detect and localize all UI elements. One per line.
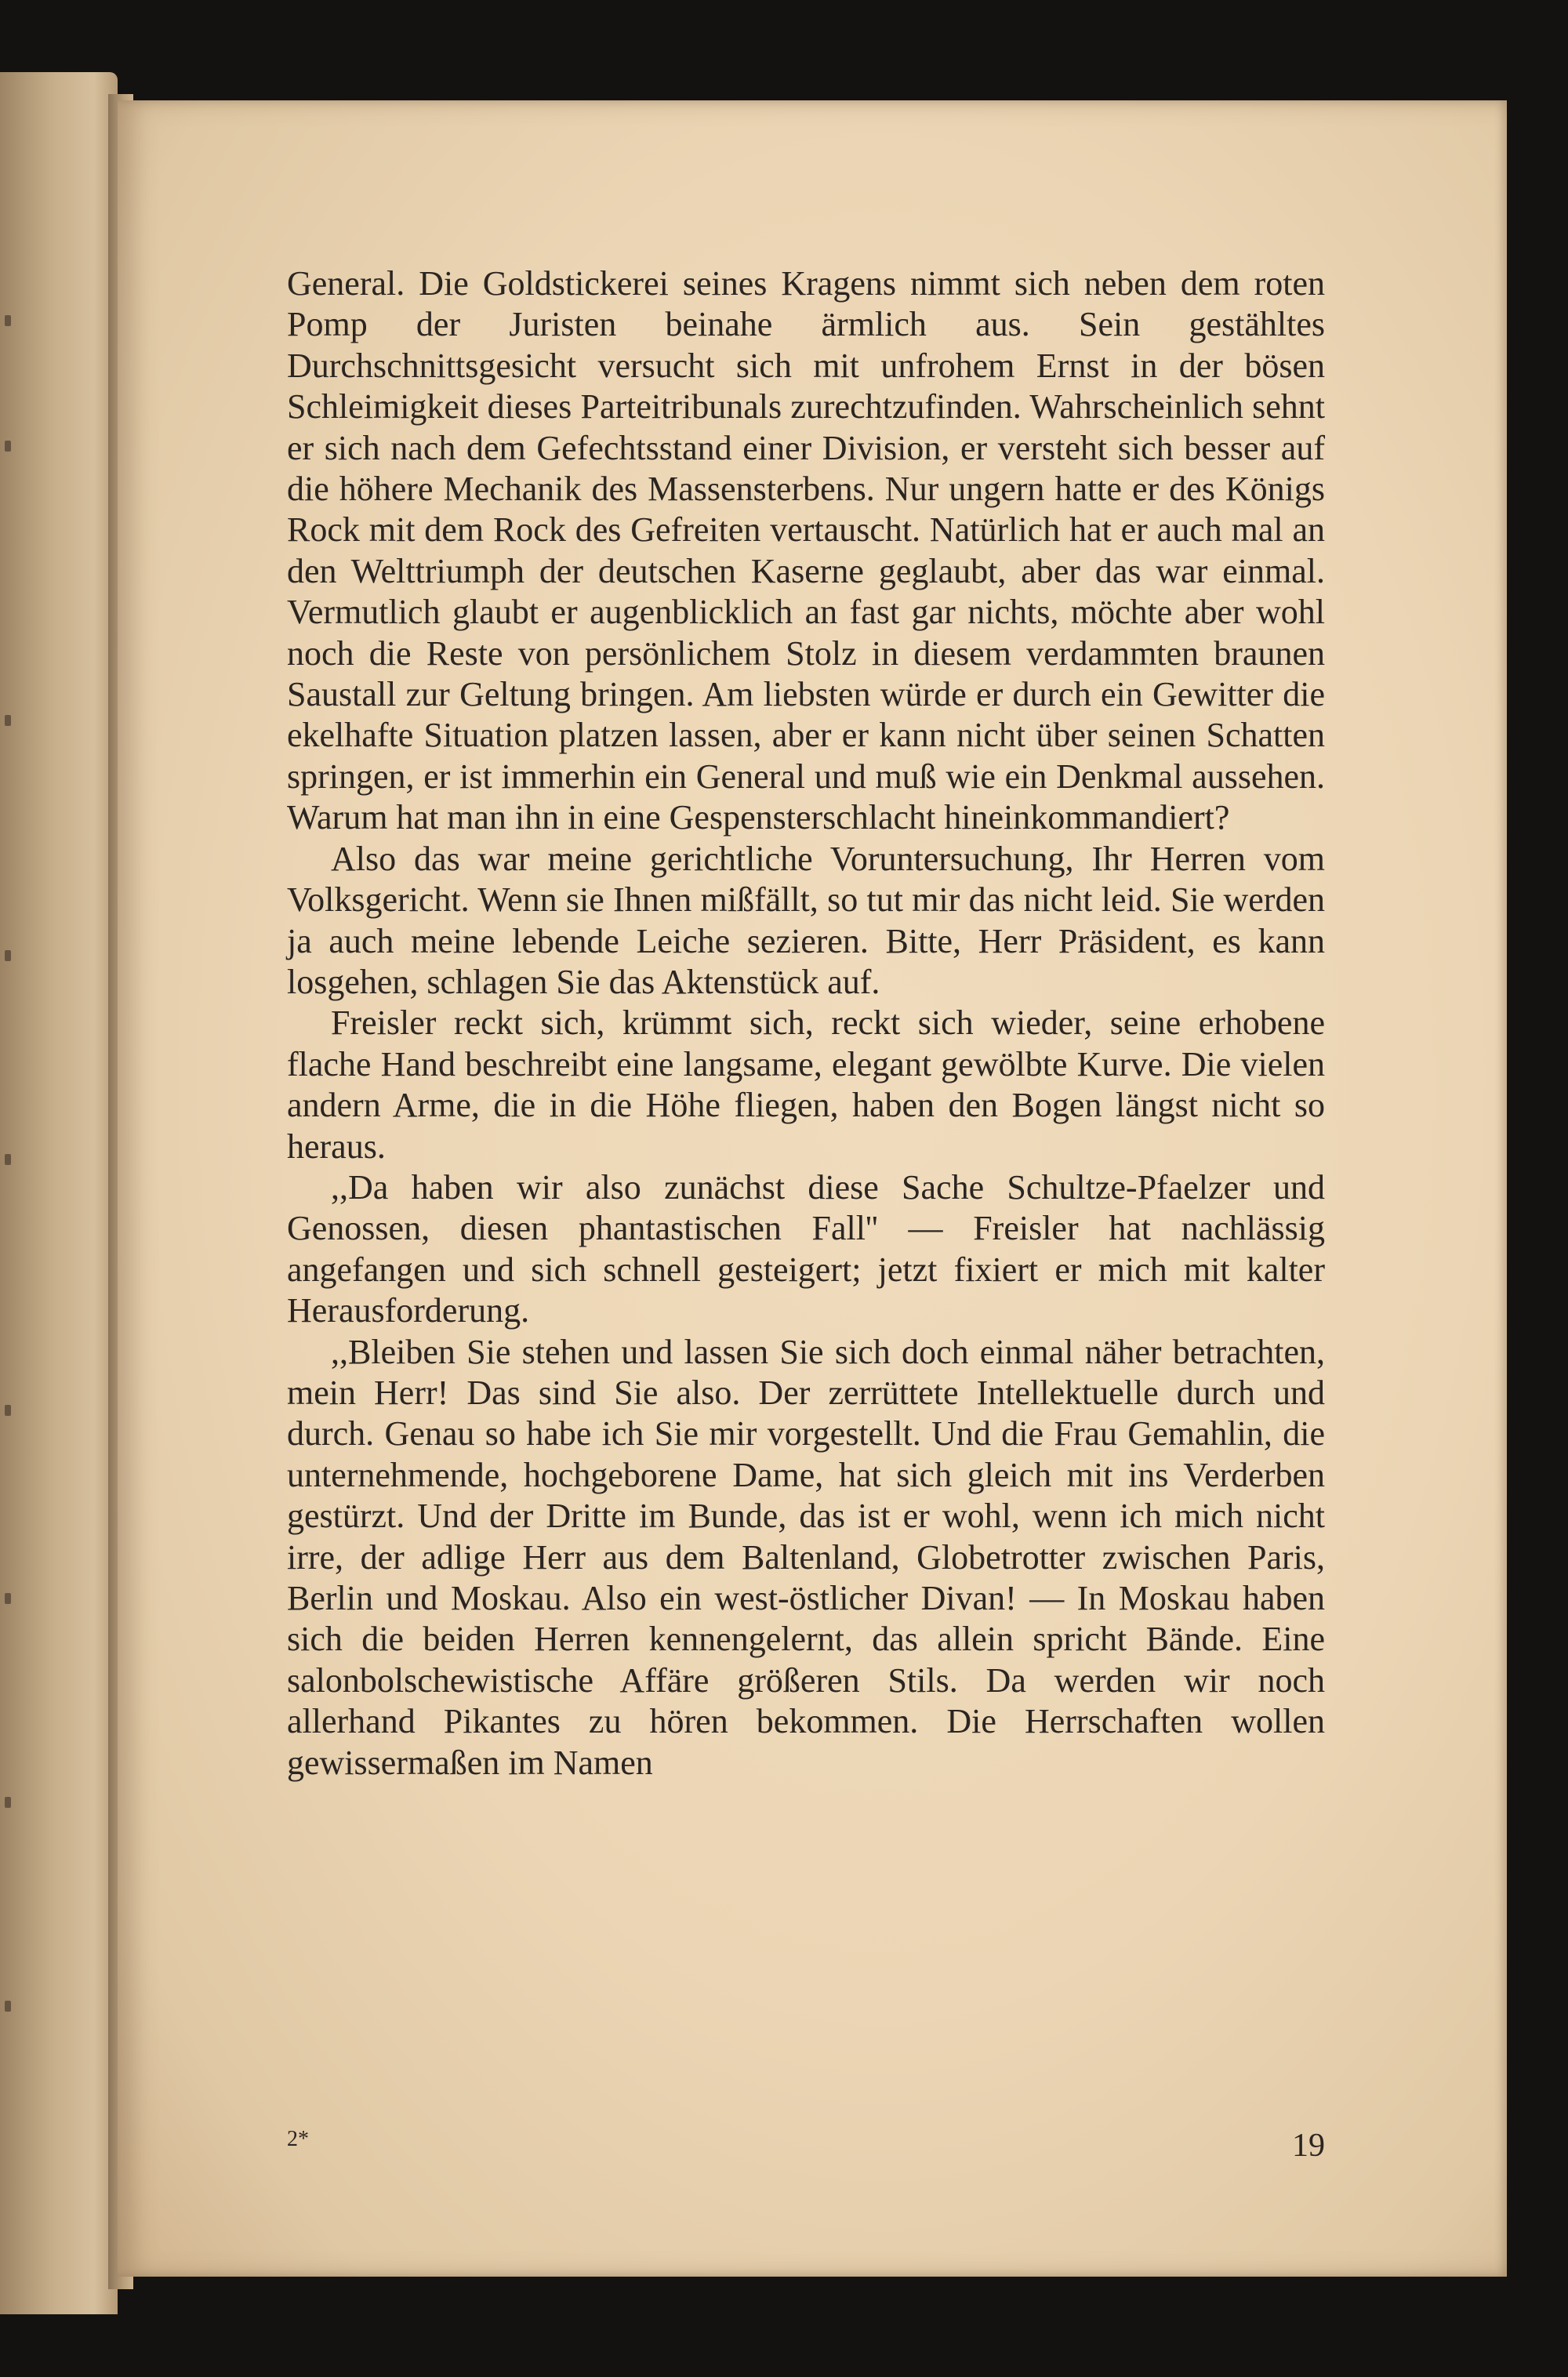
ink-mark (5, 2001, 11, 2012)
signature-mark: 2* (287, 2127, 309, 2151)
ink-mark (5, 950, 11, 961)
paragraph: Also das war meine gerichtliche Voruntersuchung, Ihr Herren vom Volksgericht. Wenn sie Ihnen mißfällt, so tut mir das nicht leid. Sie werden ja auch meine lebende Leiche sezieren. Bitte, Herr Präsident, es kann losgehen, schlagen Sie das Aktenstück auf. (287, 839, 1325, 1001)
ink-mark (5, 315, 11, 326)
ink-mark (5, 1154, 11, 1165)
ink-mark (5, 1797, 11, 1808)
paragraph: ,,Bleiben Sie stehen und lassen Sie sich doch einmal näher betrachten, mein Herr! Das sind Sie also. Der zerrüttete Intellektuelle durch und durch. Genau so habe ich Sie mir vorgestellt. Und die Frau Gemahlin, die unternehmende, hochgeborene Dame, hat sich gleich mit ins Verderben gestürzt. Und der Dritte im Bunde, das ist er wohl, wenn ich mich nicht irre, der adlige Herr aus dem Baltenland, Globetrotter zwischen Paris, Berlin und Moskau. Also ein west-östlicher Divan! — In Moskau haben sich die beiden Herren kennengelernt, das allein spricht Bände. Eine salonbolschewistische Affäre größeren Stils. Da werden wir noch allerhand Pikantes zu hören bekommen. Die Herrschaften wollen gewissermaßen im Namen (287, 1332, 1325, 1782)
book-page (118, 100, 1507, 2277)
ink-mark (5, 1405, 11, 1416)
page-number: 19 (1292, 2128, 1325, 2164)
paragraph: ,,Da haben wir also zunächst diese Sache Schultze-Pfaelzer und Genossen, diesen phantastischen Fall'' — Freisler hat nachlässig angefangen und sich schnell gesteigert; jetzt fixiert er mich mit kalter Herausforderung. (287, 1167, 1325, 1330)
ink-mark (5, 441, 11, 452)
ink-mark (5, 715, 11, 726)
previous-page-edge (0, 72, 118, 2314)
paragraph: General. Die Goldstickerei seines Kragens nimmt sich neben dem roten Pomp der Juristen beinahe ärmlich aus. Sein gestähltes Durchschnittsgesicht versucht sich mit unfrohem Ernst in der bösen Schleimigkeit dieses Parteitribunals zurechtzufinden. Wahrscheinlich sehnt er sich nach dem Gefechtsstand einer Division, er versteht sich besser auf die höhere Mechanik des Massensterbens. Nur ungern hatte er des Königs Rock mit dem Rock des Gefreiten vertauscht. Natürlich hat er auch mal an den Welttriumph der deutschen Kaserne geglaubt, aber das war einmal. Vermutlich glaubt er augenblicklich an fast gar nichts, möchte aber wohl noch die Reste von persönlichem Stolz in diesem verdammten braunen Saustall zur Geltung bringen. Am liebsten würde er durch ein Gewitter die ekelhafte Situation platzen lassen, aber er kann nicht über seinen Schatten springen, er ist immerhin ein General und muß wie ein Denkmal aussehen. Warum hat man ihn in eine Gespensterschlacht hineinkommandiert? (287, 264, 1325, 837)
ink-mark (5, 1593, 11, 1604)
paragraph: Freisler reckt sich, krümmt sich, reckt sich wieder, seine erhobene flache Hand beschreibt eine langsame, elegant gewölbte Kurve. Die vielen andern Arme, die in die Höhe fliegen, haben den Bogen längst nicht so heraus. (287, 1003, 1325, 1166)
body-text (287, 263, 1325, 1784)
